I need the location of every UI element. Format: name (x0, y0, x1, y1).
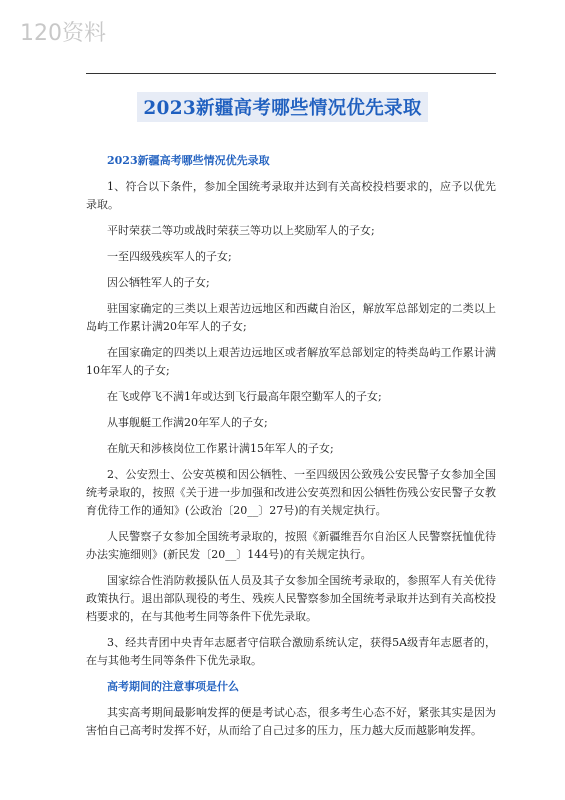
paragraph: 一至四级残疾军人的子女; (107, 250, 232, 263)
paragraph: 人民警察子女参加全国统考录取的，按照《新疆维吾尔自治区人民警察抚恤优待办法实施细则》(新民发〔20__〕144号)的有关规定执行。 (86, 530, 496, 561)
title-container (0, 92, 565, 122)
paragraph: 因公牺牲军人的子女; (107, 276, 210, 289)
paragraph: 3、经共青团中央青年志愿者守信联合激励系统认定，获得5A级青年志愿者的，在与其他考生同等条件下优先录取。 (86, 636, 496, 667)
document-body (86, 152, 496, 748)
paragraph: 在飞或停飞不满1年或达到飞行最高年限空勤军人的子女; (107, 390, 382, 403)
paragraph: 在航天和涉核岗位工作累计满15年军人的子女; (107, 442, 334, 455)
paragraph: 驻国家确定的三类以上艰苦边远地区和西藏自治区，解放军总部划定的二类以上岛屿工作累计满20年军人的子女; (86, 302, 496, 333)
watermark: 120资料 (20, 21, 106, 46)
header-rule (86, 73, 496, 74)
paragraph: 平时荣获二等功或战时荣获三等功以上奖励军人的子女; (107, 224, 375, 237)
paragraph: 1、符合以下条件，参加全国统考录取并达到有关高校投档要求的，应予以优先录取。 (86, 180, 496, 211)
paragraph: 其实高考期间最影响发挥的便是考试心态，很多考生心态不好，紧张其实是因为害怕自己高考时发挥不好，从而给了自己过多的压力，压力越大反而越影响发挥。 (86, 706, 496, 737)
section-heading: 2023新疆高考哪些情况优先录取 (107, 154, 270, 167)
paragraph: 2、公安烈士、公安英模和因公牺牲、一至四级因公致残公安民警子女参加全国统考录取的，按照《关于进一步加强和改进公安英烈和因公牺牲伤残公安民警子女教育优待工作的通知》(公政治〔20__〕27号)的有关规定执行。 (86, 468, 496, 517)
paragraph: 在国家确定的四类以上艰苦边远地区或者解放军总部划定的特类岛屿工作累计满10年军人的子女; (86, 346, 496, 377)
paragraph: 国家综合性消防救援队伍人员及其子女参加全国统考录取的，参照军人有关优待政策执行。退出部队现役的考生、残疾人民警察参加全国统考录取并达到有关高校投档要求的，在与其他考生同等条件下优先录取。 (86, 574, 496, 623)
section-heading: 高考期间的注意事项是什么 (107, 680, 239, 693)
document-title: 2023新疆高考哪些情况优先录取 (137, 92, 427, 122)
paragraph: 从事舰艇工作满20年军人的子女; (107, 416, 268, 429)
